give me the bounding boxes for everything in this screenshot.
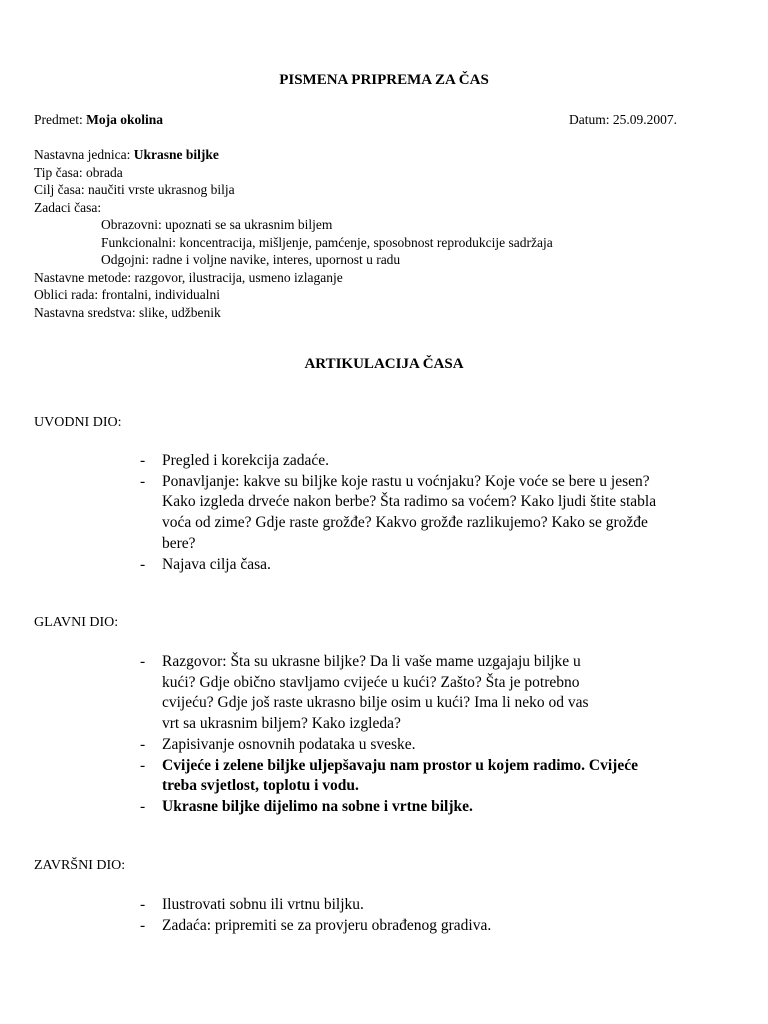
list-item: - Ponavljanje: kakve su biljke koje rastu u voćnjaku? Koje voće se bere u jesen? Kako izgleda drveće nakon berbe? Šta radimo sa voćem? Kako ljudi štite stabla voća od zime? Gdje raste grožđe? Kakvo grožđe razlikujemo? Kako se grožđe bere? bbox=[140, 472, 657, 552]
list-item: - Ilustrovati sobnu ili vrtnu biljku. bbox=[140, 895, 491, 916]
list-item: - Razgovor: Šta su ukrasne biljke? Da li vaše mame uzgajaju biljke u kući? Gdje obično stavljamo cvijeće u kući? Zašto? Šta je potrebno cvijeću? Gdje još raste ukrasno bilje osim u kući? Ima li neko od vas vrt sa ukrasnim biljem? Kako izgleda? bbox=[140, 653, 589, 733]
list-dash: - bbox=[140, 472, 146, 490]
list-dash: - bbox=[140, 555, 146, 573]
unit-value: Ukrasne biljke bbox=[133, 147, 219, 162]
list-item: - Pregled i korekcija zadaće. bbox=[140, 451, 656, 472]
list-dash: - bbox=[140, 756, 146, 774]
list-dash: - bbox=[140, 896, 146, 913]
list-dash: - bbox=[140, 797, 146, 815]
section-heading-intro: UVODNI DIO: bbox=[34, 415, 122, 430]
subject-label: Predmet: bbox=[34, 112, 83, 127]
unit-label: Nastavna jednica: bbox=[34, 147, 131, 162]
page-title: PISMENA PRIPREMA ZA ČAS bbox=[279, 72, 489, 88]
list-item: - Ukrasne biljke dijelimo na sobne i vrtne biljke. bbox=[140, 797, 638, 818]
subject-line bbox=[34, 111, 163, 129]
date-value: 25.09.2007. bbox=[612, 112, 677, 127]
means-line: Nastavna sredstva: slike, udžbenik bbox=[34, 304, 221, 320]
task-functional: Funkcionalni: koncentracija, mišljenje, pamćenje, sposobnost reprodukcije sadržaja bbox=[101, 234, 553, 250]
list-item: - Zapisivanje osnovnih podataka u sveske. bbox=[140, 735, 638, 756]
final-list bbox=[140, 895, 491, 936]
list-item: - Najava cilja časa. bbox=[140, 555, 656, 576]
methods-line: Nastavne metode: razgovor, ilustracija, usmeno izlaganje bbox=[34, 269, 343, 285]
date-line bbox=[569, 111, 677, 129]
goal-line: Cilj časa: naučiti vrste ukrasnog bilja bbox=[34, 182, 235, 197]
list-dash: - bbox=[140, 452, 146, 469]
date-label: Datum: bbox=[569, 112, 610, 127]
section-heading-main: GLAVNI DIO: bbox=[34, 615, 119, 630]
task-educational: Obrazovni: upoznati se sa ukrasnim biljem bbox=[101, 217, 333, 232]
main-list bbox=[140, 652, 638, 818]
forms-line: Oblici rada: frontalni, individualni bbox=[34, 287, 220, 302]
section-heading-final: ZAVRŠNI DIO: bbox=[34, 858, 126, 873]
task-upbringing: Odgojni: radne i voljne navike, interes, upornost u radu bbox=[101, 252, 401, 267]
list-dash: - bbox=[140, 735, 146, 753]
list-dash: - bbox=[140, 653, 146, 670]
tasks-label: Zadaci časa: bbox=[34, 199, 102, 215]
list-item: - Zadaća: pripremiti se za provjeru obrađenog gradiva. bbox=[140, 916, 491, 937]
list-dash: - bbox=[140, 916, 146, 934]
type-line: Tip časa: obrada bbox=[34, 164, 123, 180]
unit-line bbox=[34, 146, 219, 164]
articulation-title: ARTIKULACIJA ČASA bbox=[304, 356, 464, 372]
subject-value: Moja okolina bbox=[86, 112, 164, 127]
list-item: - Cvijeće i zelene biljke uljepšavaju nam prostor u kojem radimo. Cvijeće treba svjetlost, toplotu i vodu. bbox=[140, 756, 638, 795]
intro-list bbox=[140, 451, 656, 575]
